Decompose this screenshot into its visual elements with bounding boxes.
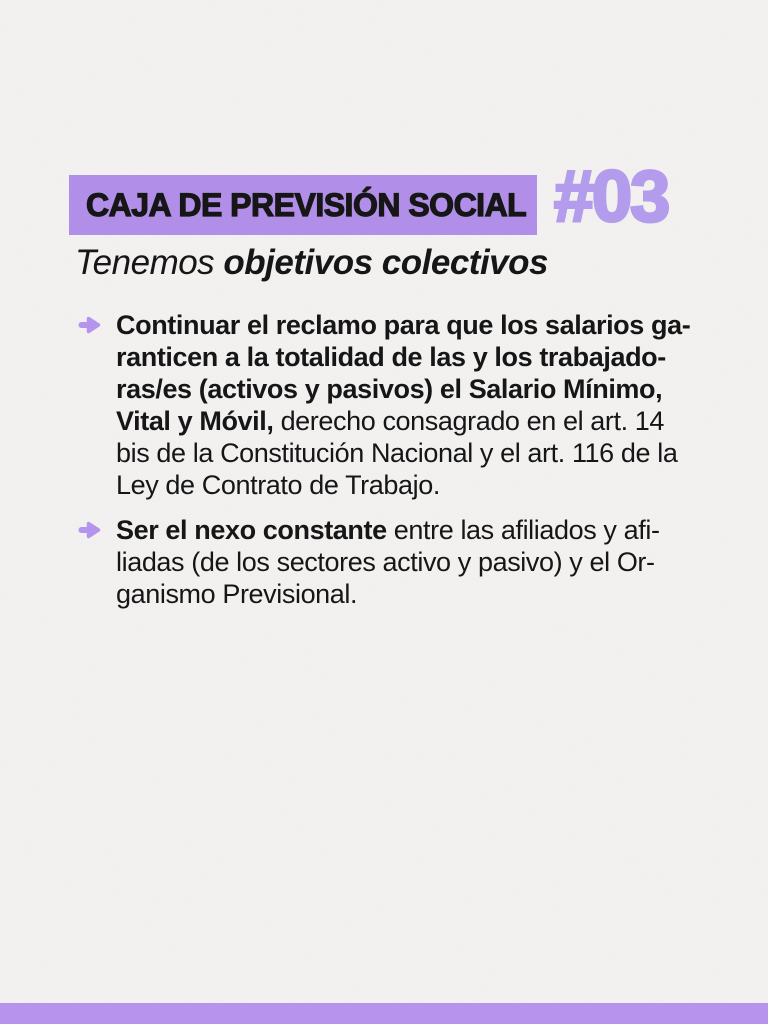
arrow-right-icon [78, 309, 116, 342]
objective-text: Continuar el reclamo para que los salarios ga- ranticen a la totalidad de las y los trabajado- ras/es (activos y pasivos) el Salario Mínimo, Vital y Móvil, derecho consagrado en el art. 14 bis de la Constitución Nacional y el art. 116 de la Ley de Contrato de Trabajo. [116, 310, 691, 500]
objective-item [78, 309, 738, 501]
footer-accent-band [0, 1003, 768, 1024]
subtitle-emphasis: objetivos colectivos [223, 243, 548, 282]
issue-number: #03 [554, 157, 669, 237]
objective-text: Ser el nexo constante entre las afiliados y afi- liadas (de los sectores activo y pasivo) y el Or- ganismo Previsional. [116, 515, 660, 609]
subtitle-lead: Tenemos [75, 243, 215, 282]
title-banner [69, 175, 537, 235]
objective-item [78, 514, 738, 610]
subtitle [75, 240, 548, 286]
arrow-right-icon [78, 514, 116, 547]
objectives-list [78, 309, 738, 623]
page-title: CAJA DE PREVISIÓN SOCIAL [86, 186, 527, 223]
